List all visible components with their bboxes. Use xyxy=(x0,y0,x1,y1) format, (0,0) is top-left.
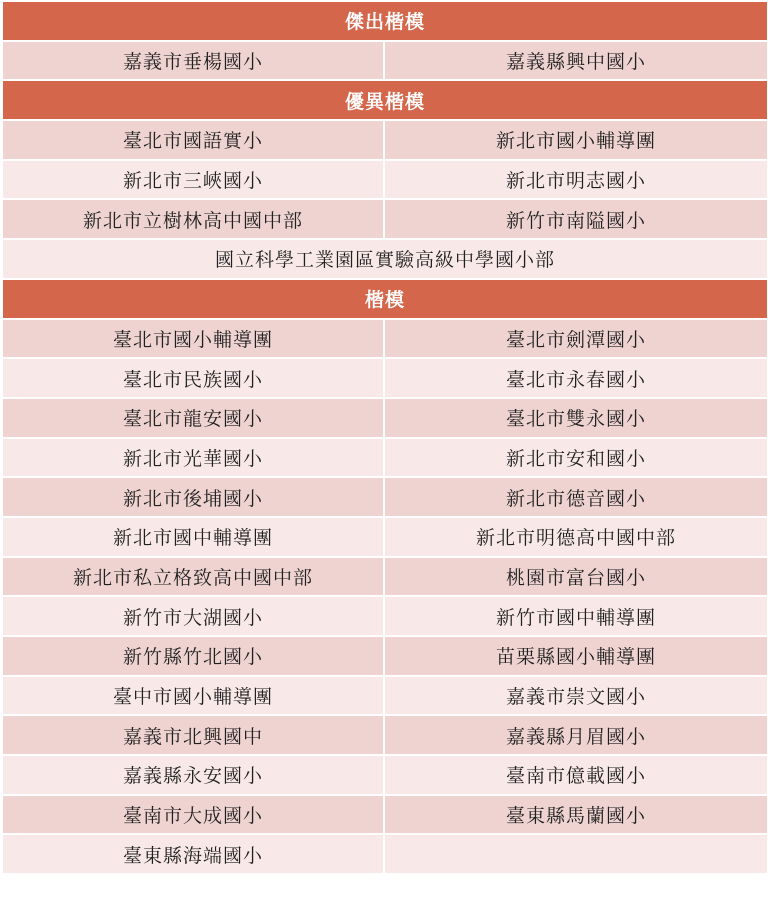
school-cell: 新竹市國中輔導團 xyxy=(384,596,768,636)
table-row xyxy=(2,358,768,398)
section-title: 優異楷模 xyxy=(2,80,768,120)
section-header xyxy=(2,279,768,319)
table-row xyxy=(2,676,768,716)
table-row xyxy=(2,41,768,81)
table-row xyxy=(2,438,768,478)
school-cell: 國立科學工業園區實驗高級中學國小部 xyxy=(2,239,768,279)
school-cell: 苗栗縣國小輔導團 xyxy=(384,636,768,676)
school-cell: 新北市三峽國小 xyxy=(2,160,384,200)
school-cell: 新北市國中輔導團 xyxy=(2,517,384,557)
school-cell: 新竹縣竹北國小 xyxy=(2,636,384,676)
awards-table xyxy=(1,0,768,875)
school-cell: 新北市安和國小 xyxy=(384,438,768,478)
school-cell: 臺北市永春國小 xyxy=(384,358,768,398)
table-row xyxy=(2,239,768,279)
school-cell: 嘉義縣興中國小 xyxy=(384,41,768,81)
school-cell: 新北市私立格致高中國中部 xyxy=(2,557,384,597)
school-cell: 嘉義縣月眉國小 xyxy=(384,715,768,755)
school-cell: 新北市德音國小 xyxy=(384,477,768,517)
table-row xyxy=(2,834,768,874)
school-cell xyxy=(384,834,768,874)
school-cell: 臺北市劍潭國小 xyxy=(384,319,768,359)
school-cell: 臺北市國小輔導團 xyxy=(2,319,384,359)
table-row xyxy=(2,477,768,517)
table-row xyxy=(2,715,768,755)
school-cell: 新北市明志國小 xyxy=(384,160,768,200)
table-row xyxy=(2,636,768,676)
school-cell: 新竹市大湖國小 xyxy=(2,596,384,636)
section-header xyxy=(2,1,768,41)
table-row xyxy=(2,795,768,835)
section-header xyxy=(2,80,768,120)
school-cell: 新北市後埔國小 xyxy=(2,477,384,517)
table-row xyxy=(2,160,768,200)
section-title: 傑出楷模 xyxy=(2,1,768,41)
table-row xyxy=(2,755,768,795)
school-cell: 臺北市民族國小 xyxy=(2,358,384,398)
school-cell: 新竹市南隘國小 xyxy=(384,199,768,239)
school-cell: 嘉義縣永安國小 xyxy=(2,755,384,795)
table-row xyxy=(2,398,768,438)
school-cell: 臺東縣海端國小 xyxy=(2,834,384,874)
school-cell: 臺北市龍安國小 xyxy=(2,398,384,438)
table-row xyxy=(2,517,768,557)
school-cell: 新北市立樹林高中國中部 xyxy=(2,199,384,239)
school-cell: 臺南市億載國小 xyxy=(384,755,768,795)
school-cell: 桃園市富台國小 xyxy=(384,557,768,597)
section-title: 楷模 xyxy=(2,279,768,319)
table-row xyxy=(2,557,768,597)
table-row xyxy=(2,120,768,160)
school-cell: 嘉義市垂楊國小 xyxy=(2,41,384,81)
school-cell: 嘉義市崇文國小 xyxy=(384,676,768,716)
school-cell: 嘉義市北興國中 xyxy=(2,715,384,755)
school-cell: 新北市明德高中國中部 xyxy=(384,517,768,557)
table-row xyxy=(2,319,768,359)
school-cell: 新北市國小輔導團 xyxy=(384,120,768,160)
school-cell: 新北市光華國小 xyxy=(2,438,384,478)
school-cell: 臺南市大成國小 xyxy=(2,795,384,835)
school-cell: 臺東縣馬蘭國小 xyxy=(384,795,768,835)
school-cell: 臺北市國語實小 xyxy=(2,120,384,160)
table-row xyxy=(2,596,768,636)
school-cell: 臺北市雙永國小 xyxy=(384,398,768,438)
school-cell: 臺中市國小輔導團 xyxy=(2,676,384,716)
table-row xyxy=(2,199,768,239)
